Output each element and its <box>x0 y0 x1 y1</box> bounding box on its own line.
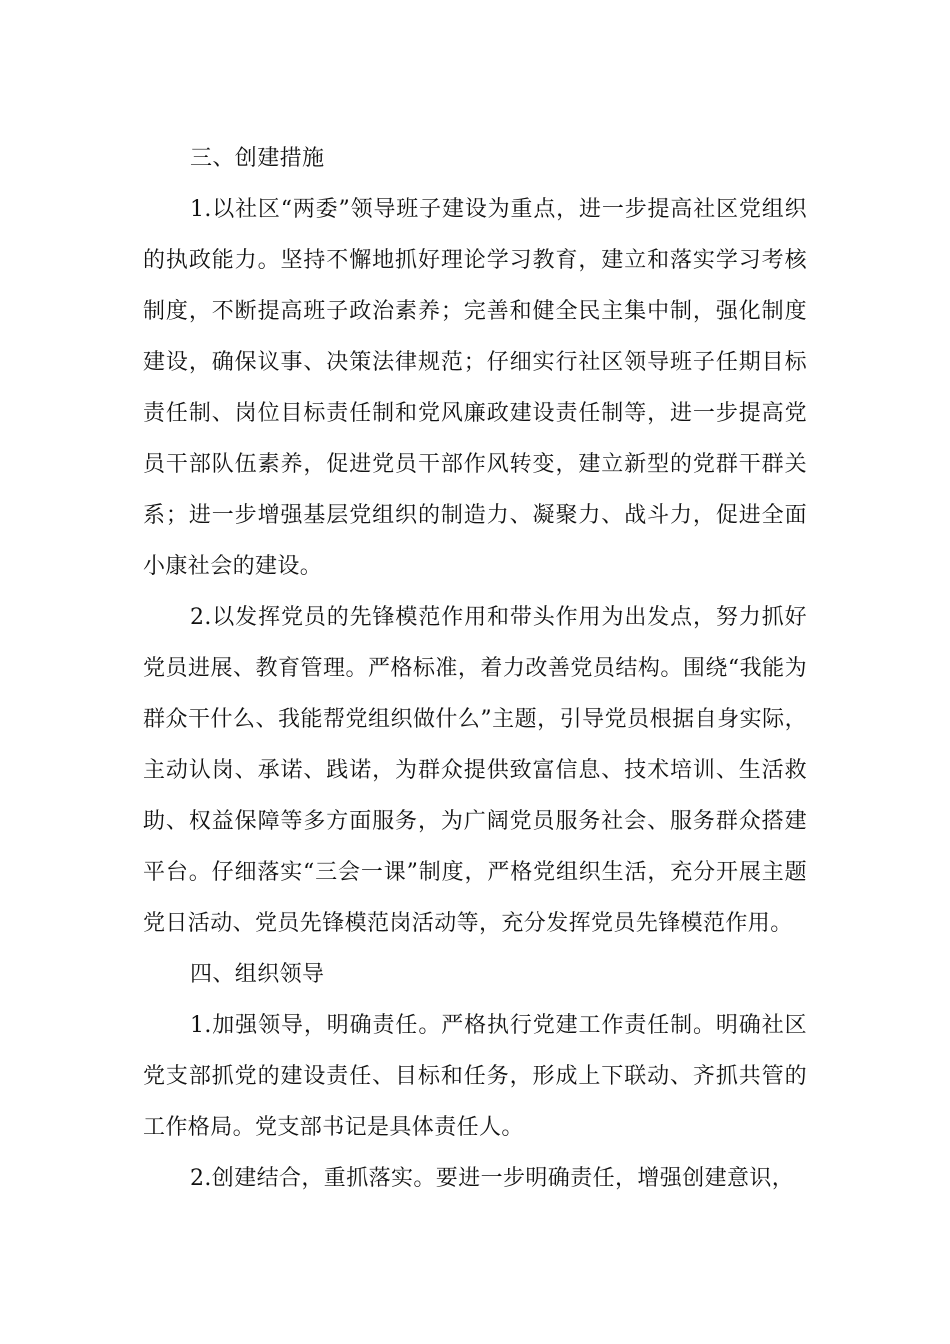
section-heading-organization-leadership: 四、组织领导 <box>190 962 325 987</box>
section-heading-creation-measures: 三、创建措施 <box>190 146 325 171</box>
paragraph-leadership-2: 2.创建结合，重抓落实。要进一步明确责任，增强创建意识， <box>190 1166 795 1191</box>
paragraph-measure-2: 2.以发挥党员的先锋模范作用和带头作用为出发点，努力抓好党员进展、教育管理。严格标准，着力改善党员结构。围绕“我能为群众干什么、我能帮党组织做什么”主题，引导党员根据自身实际，主动认岗、承诺、践诺，为群众提供致富信息、技术培训、生活救助、权益保障等多方面服务，为广阔党员服务社会、服务群众搭建平台。仔细落实“三会一课”制度，严格党组织生活，充分开展主题党日活动、党员先锋模范岗活动等，充分发挥党员先锋模范作用。 <box>143 605 807 936</box>
paragraph-measure-1: 1.以社区“两委”领导班子建设为重点，进一步提高社区党组织的执政能力。坚持不懈地抓好理论学习教育，建立和落实学习考核制度，不断提高班子政治素养；完善和健全民主集中制，强化制度建设，确保议事、决策法律规范；仔细实行社区领导班子任期目标责任制、岗位目标责任制和党风廉政建设责任制等，进一步提高党员干部队伍素养，促进党员干部作风转变，建立新型的党群干群关系；进一步增强基层党组织的制造力、凝聚力、战斗力，促进全面小康社会的建设。 <box>143 197 807 579</box>
document-body <box>143 133 807 1204</box>
paragraph-leadership-1: 1.加强领导，明确责任。严格执行党建工作责任制。明确社区党支部抓党的建设责任、目标和任务，形成上下联动、齐抓共管的工作格局。党支部书记是具体责任人。 <box>143 1013 807 1140</box>
